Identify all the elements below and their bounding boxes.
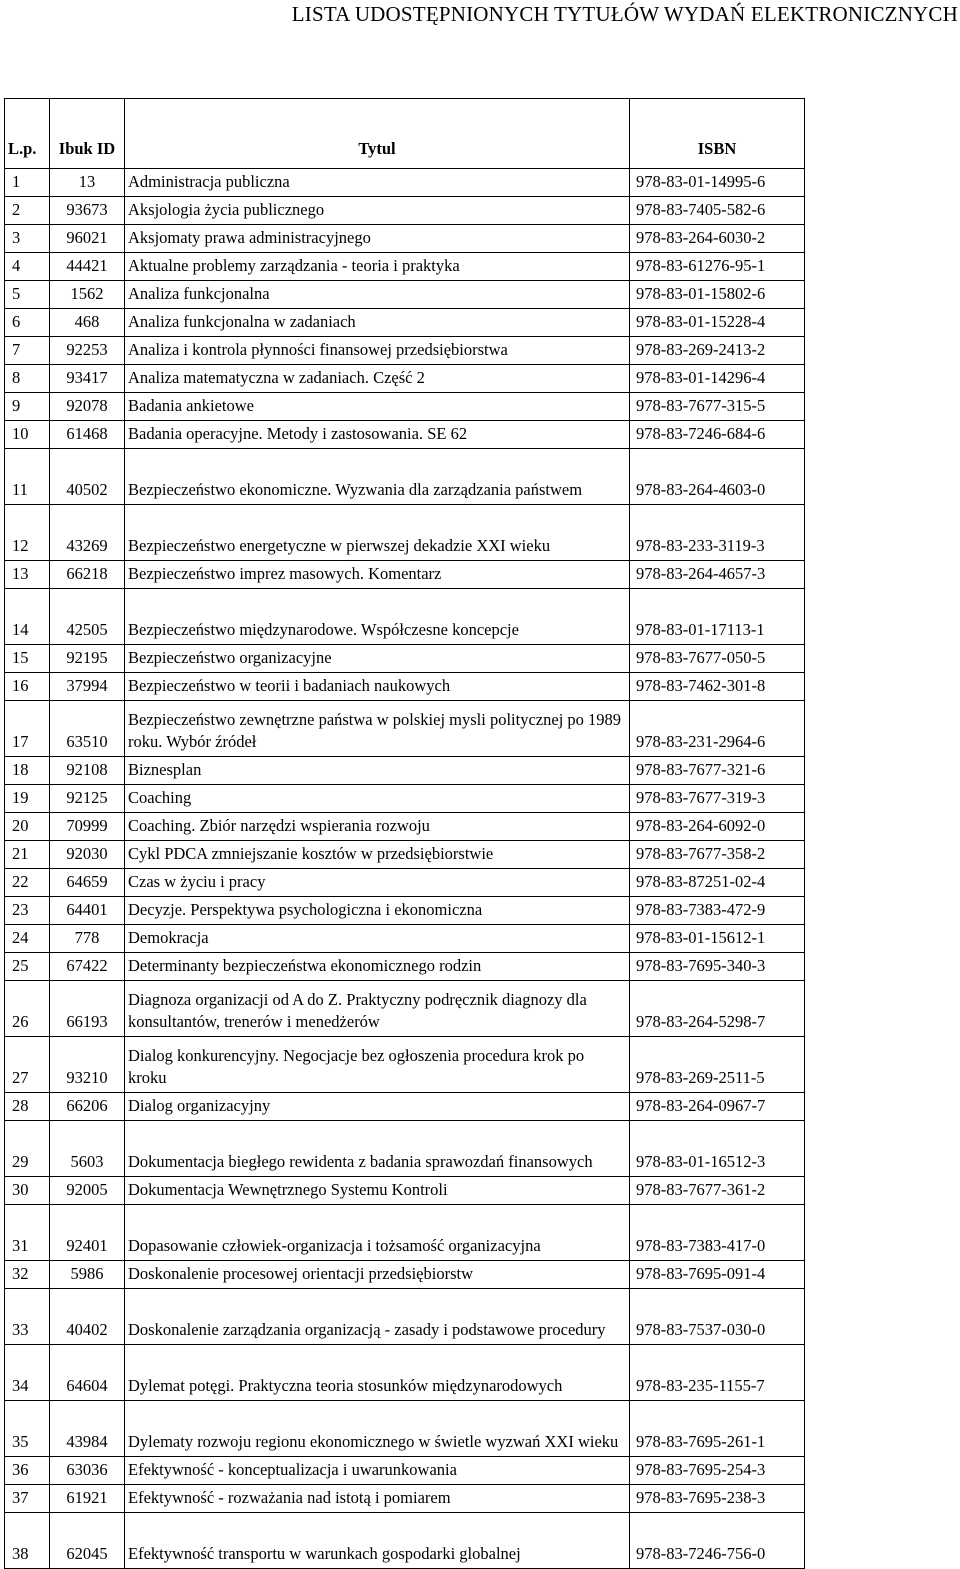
- row-title: Bezpieczeństwo międzynarodowe. Współczesne koncepcje: [125, 589, 630, 645]
- row-title: Efektywność - konceptualizacja i uwarunkowania: [125, 1457, 630, 1485]
- row-isbn: 978-83-7677-361-2: [630, 1177, 805, 1205]
- table-row: [5, 393, 805, 421]
- table-row: [5, 981, 805, 1037]
- row-isbn: 978-83-01-15802-6: [630, 281, 805, 309]
- row-ibuk-id: 42505: [50, 589, 125, 645]
- row-title: Aksjomaty prawa administracyjnego: [125, 225, 630, 253]
- row-title: Bezpieczeństwo imprez masowych. Komentarz: [125, 561, 630, 589]
- row-ibuk-id: 92401: [50, 1205, 125, 1261]
- table-row: [5, 701, 805, 757]
- table-row: [5, 1177, 805, 1205]
- row-ibuk-id: 40402: [50, 1289, 125, 1345]
- row-isbn: 978-83-7695-340-3: [630, 953, 805, 981]
- row-lp: 13: [5, 561, 50, 589]
- table-row: [5, 365, 805, 393]
- row-ibuk-id: 66218: [50, 561, 125, 589]
- column-header-isbn: ISBN: [630, 99, 805, 169]
- row-isbn: 978-83-7405-582-6: [630, 197, 805, 225]
- row-lp: 30: [5, 1177, 50, 1205]
- table-row: [5, 1289, 805, 1345]
- row-ibuk-id: 92078: [50, 393, 125, 421]
- table-row: [5, 1345, 805, 1401]
- row-ibuk-id: 92253: [50, 337, 125, 365]
- row-isbn: 978-83-235-1155-7: [630, 1345, 805, 1401]
- row-title: Aksjologia życia publicznego: [125, 197, 630, 225]
- row-ibuk-id: 93673: [50, 197, 125, 225]
- row-lp: 5: [5, 281, 50, 309]
- row-title: Coaching: [125, 785, 630, 813]
- row-lp: 12: [5, 505, 50, 561]
- row-title: Analiza funkcjonalna w zadaniach: [125, 309, 630, 337]
- row-lp: 29: [5, 1121, 50, 1177]
- column-header-ibuk-id: Ibuk ID: [50, 99, 125, 169]
- row-title: Bezpieczeństwo energetyczne w pierwszej dekadzie XXI wieku: [125, 505, 630, 561]
- row-ibuk-id: 61468: [50, 421, 125, 449]
- row-ibuk-id: 63510: [50, 701, 125, 757]
- row-ibuk-id: 44421: [50, 253, 125, 281]
- row-title: Dylematy rozwoju regionu ekonomicznego w świetle wyzwań XXI wieku: [125, 1401, 630, 1457]
- row-lp: 10: [5, 421, 50, 449]
- row-isbn: 978-83-7695-238-3: [630, 1485, 805, 1513]
- row-title: Doskonalenie procesowej orientacji przedsiębiorstw: [125, 1261, 630, 1289]
- row-ibuk-id: 70999: [50, 813, 125, 841]
- row-isbn: 978-83-264-6092-0: [630, 813, 805, 841]
- row-ibuk-id: 5603: [50, 1121, 125, 1177]
- row-lp: 31: [5, 1205, 50, 1261]
- table-row: [5, 1457, 805, 1485]
- row-isbn: 978-83-269-2511-5: [630, 1037, 805, 1093]
- row-title: Aktualne problemy zarządzania - teoria i praktyka: [125, 253, 630, 281]
- row-isbn: 978-83-7677-319-3: [630, 785, 805, 813]
- row-ibuk-id: 92125: [50, 785, 125, 813]
- row-title: Cykl PDCA zmniejszanie kosztów w przedsiębiorstwie: [125, 841, 630, 869]
- row-lp: 16: [5, 673, 50, 701]
- row-ibuk-id: 61921: [50, 1485, 125, 1513]
- row-title: Demokracja: [125, 925, 630, 953]
- table-row: [5, 897, 805, 925]
- row-lp: 37: [5, 1485, 50, 1513]
- row-title: Diagnoza organizacji od A do Z. Praktyczny podręcznik diagnozy dla konsultantów, trenerów i menedżerów: [125, 981, 630, 1037]
- row-ibuk-id: 67422: [50, 953, 125, 981]
- row-title: Efektywność - rozważania nad istotą i pomiarem: [125, 1485, 630, 1513]
- row-isbn: 978-83-7246-684-6: [630, 421, 805, 449]
- row-title: Badania ankietowe: [125, 393, 630, 421]
- row-ibuk-id: 62045: [50, 1513, 125, 1569]
- table-row: [5, 1205, 805, 1261]
- row-title: Biznesplan: [125, 757, 630, 785]
- row-lp: 1: [5, 169, 50, 197]
- row-title: Dokumentacja biegłego rewidenta z badania sprawozdań finansowych: [125, 1121, 630, 1177]
- table-row: [5, 925, 805, 953]
- row-title: Dylemat potęgi. Praktyczna teoria stosunków międzynarodowych: [125, 1345, 630, 1401]
- row-ibuk-id: 64659: [50, 869, 125, 897]
- row-lp: 27: [5, 1037, 50, 1093]
- row-title: Bezpieczeństwo zewnętrzne państwa w polskiej mysli politycznej po 1989 roku. Wybór źródeł: [125, 701, 630, 757]
- table-row: [5, 1261, 805, 1289]
- row-lp: 38: [5, 1513, 50, 1569]
- table-row: [5, 869, 805, 897]
- row-ibuk-id: 66193: [50, 981, 125, 1037]
- row-ibuk-id: 468: [50, 309, 125, 337]
- row-lp: 17: [5, 701, 50, 757]
- table-row: [5, 281, 805, 309]
- table-row: [5, 197, 805, 225]
- row-title: Badania operacyjne. Metody i zastosowania. SE 62: [125, 421, 630, 449]
- row-ibuk-id: 96021: [50, 225, 125, 253]
- row-lp: 9: [5, 393, 50, 421]
- row-isbn: 978-83-01-14296-4: [630, 365, 805, 393]
- row-isbn: 978-83-01-15228-4: [630, 309, 805, 337]
- row-isbn: 978-83-7695-091-4: [630, 1261, 805, 1289]
- row-lp: 11: [5, 449, 50, 505]
- row-ibuk-id: 13: [50, 169, 125, 197]
- row-lp: 28: [5, 1093, 50, 1121]
- row-isbn: 978-83-7695-254-3: [630, 1457, 805, 1485]
- row-isbn: 978-83-01-17113-1: [630, 589, 805, 645]
- table-row: [5, 953, 805, 981]
- row-isbn: 978-83-7695-261-1: [630, 1401, 805, 1457]
- row-ibuk-id: 64401: [50, 897, 125, 925]
- row-lp: 19: [5, 785, 50, 813]
- row-isbn: 978-83-01-16512-3: [630, 1121, 805, 1177]
- row-title: Dialog organizacyjny: [125, 1093, 630, 1121]
- column-header-lp: L.p.: [5, 99, 50, 169]
- row-lp: 14: [5, 589, 50, 645]
- row-isbn: 978-83-264-5298-7: [630, 981, 805, 1037]
- row-title: Bezpieczeństwo w teorii i badaniach naukowych: [125, 673, 630, 701]
- row-lp: 23: [5, 897, 50, 925]
- table-row: [5, 561, 805, 589]
- row-ibuk-id: 63036: [50, 1457, 125, 1485]
- row-title: Analiza funkcjonalna: [125, 281, 630, 309]
- row-title: Dokumentacja Wewnętrznego Systemu Kontroli: [125, 1177, 630, 1205]
- row-title: Administracja publiczna: [125, 169, 630, 197]
- row-lp: 8: [5, 365, 50, 393]
- row-isbn: 978-83-7383-417-0: [630, 1205, 805, 1261]
- table-row: [5, 785, 805, 813]
- table-row: [5, 505, 805, 561]
- row-ibuk-id: 40502: [50, 449, 125, 505]
- row-ibuk-id: 778: [50, 925, 125, 953]
- table-row: [5, 1401, 805, 1457]
- row-lp: 18: [5, 757, 50, 785]
- row-lp: 4: [5, 253, 50, 281]
- row-lp: 3: [5, 225, 50, 253]
- table-header-row: [5, 99, 805, 169]
- row-lp: 15: [5, 645, 50, 673]
- row-isbn: 978-83-01-15612-1: [630, 925, 805, 953]
- row-isbn: 978-83-7677-321-6: [630, 757, 805, 785]
- row-isbn: 978-83-7677-358-2: [630, 841, 805, 869]
- row-ibuk-id: 5986: [50, 1261, 125, 1289]
- table-row: [5, 589, 805, 645]
- table-row: [5, 757, 805, 785]
- row-title: Analiza matematyczna w zadaniach. Część 2: [125, 365, 630, 393]
- row-ibuk-id: 66206: [50, 1093, 125, 1121]
- row-ibuk-id: 64604: [50, 1345, 125, 1401]
- table-row: [5, 1037, 805, 1093]
- row-isbn: 978-83-87251-02-4: [630, 869, 805, 897]
- row-isbn: 978-83-7246-756-0: [630, 1513, 805, 1569]
- table-row: [5, 1513, 805, 1569]
- row-title: Bezpieczeństwo organizacyjne: [125, 645, 630, 673]
- row-isbn: 978-83-61276-95-1: [630, 253, 805, 281]
- row-ibuk-id: 92005: [50, 1177, 125, 1205]
- table-row: [5, 673, 805, 701]
- row-ibuk-id: 43269: [50, 505, 125, 561]
- row-lp: 33: [5, 1289, 50, 1345]
- row-isbn: 978-83-264-0967-7: [630, 1093, 805, 1121]
- row-ibuk-id: 92108: [50, 757, 125, 785]
- table-row: [5, 1121, 805, 1177]
- table-row: [5, 841, 805, 869]
- row-isbn: 978-83-269-2413-2: [630, 337, 805, 365]
- row-isbn: 978-83-231-2964-6: [630, 701, 805, 757]
- row-lp: 36: [5, 1457, 50, 1485]
- row-ibuk-id: 93210: [50, 1037, 125, 1093]
- row-lp: 2: [5, 197, 50, 225]
- table-row: [5, 813, 805, 841]
- table-row: [5, 337, 805, 365]
- table-row: [5, 449, 805, 505]
- row-isbn: 978-83-264-4603-0: [630, 449, 805, 505]
- row-isbn: 978-83-264-6030-2: [630, 225, 805, 253]
- row-lp: 6: [5, 309, 50, 337]
- titles-table: [4, 98, 805, 1569]
- row-lp: 26: [5, 981, 50, 1037]
- row-ibuk-id: 92195: [50, 645, 125, 673]
- page-title: LISTA UDOSTĘPNIONYCH TYTUŁÓW WYDAŃ ELEKTRONICZNYCH: [291, 2, 958, 26]
- table-row: [5, 253, 805, 281]
- row-lp: 24: [5, 925, 50, 953]
- row-isbn: 978-83-7677-050-5: [630, 645, 805, 673]
- row-lp: 25: [5, 953, 50, 981]
- row-title: Determinanty bezpieczeństwa ekonomicznego rodzin: [125, 953, 630, 981]
- row-title: Analiza i kontrola płynności finansowej przedsiębiorstwa: [125, 337, 630, 365]
- row-isbn: 978-83-264-4657-3: [630, 561, 805, 589]
- row-title: Dopasowanie człowiek-organizacja i tożsamość organizacyjna: [125, 1205, 630, 1261]
- row-lp: 32: [5, 1261, 50, 1289]
- row-lp: 7: [5, 337, 50, 365]
- row-ibuk-id: 1562: [50, 281, 125, 309]
- row-isbn: 978-83-7383-472-9: [630, 897, 805, 925]
- table-row: [5, 1485, 805, 1513]
- column-header-title: Tytul: [125, 99, 630, 169]
- row-lp: 20: [5, 813, 50, 841]
- row-ibuk-id: 43984: [50, 1401, 125, 1457]
- row-lp: 22: [5, 869, 50, 897]
- table-row: [5, 169, 805, 197]
- row-title: Doskonalenie zarządzania organizacją - zasady i podstawowe procedury: [125, 1289, 630, 1345]
- row-lp: 21: [5, 841, 50, 869]
- row-ibuk-id: 92030: [50, 841, 125, 869]
- row-isbn: 978-83-233-3119-3: [630, 505, 805, 561]
- row-ibuk-id: 37994: [50, 673, 125, 701]
- row-ibuk-id: 93417: [50, 365, 125, 393]
- table-row: [5, 645, 805, 673]
- row-isbn: 978-83-7537-030-0: [630, 1289, 805, 1345]
- table-row: [5, 1093, 805, 1121]
- row-lp: 34: [5, 1345, 50, 1401]
- row-isbn: 978-83-01-14995-6: [630, 169, 805, 197]
- row-lp: 35: [5, 1401, 50, 1457]
- row-title: Efektywność transportu w warunkach gospodarki globalnej: [125, 1513, 630, 1569]
- row-title: Coaching. Zbiór narzędzi wspierania rozwoju: [125, 813, 630, 841]
- row-title: Bezpieczeństwo ekonomiczne. Wyzwania dla zarządzania państwem: [125, 449, 630, 505]
- row-title: Decyzje. Perspektywa psychologiczna i ekonomiczna: [125, 897, 630, 925]
- row-title: Dialog konkurencyjny. Negocjacje bez ogłoszenia procedura krok po kroku: [125, 1037, 630, 1093]
- row-title: Czas w życiu i pracy: [125, 869, 630, 897]
- table-body: [5, 169, 805, 1569]
- row-isbn: 978-83-7677-315-5: [630, 393, 805, 421]
- table-row: [5, 309, 805, 337]
- table-row: [5, 421, 805, 449]
- table-row: [5, 225, 805, 253]
- row-isbn: 978-83-7462-301-8: [630, 673, 805, 701]
